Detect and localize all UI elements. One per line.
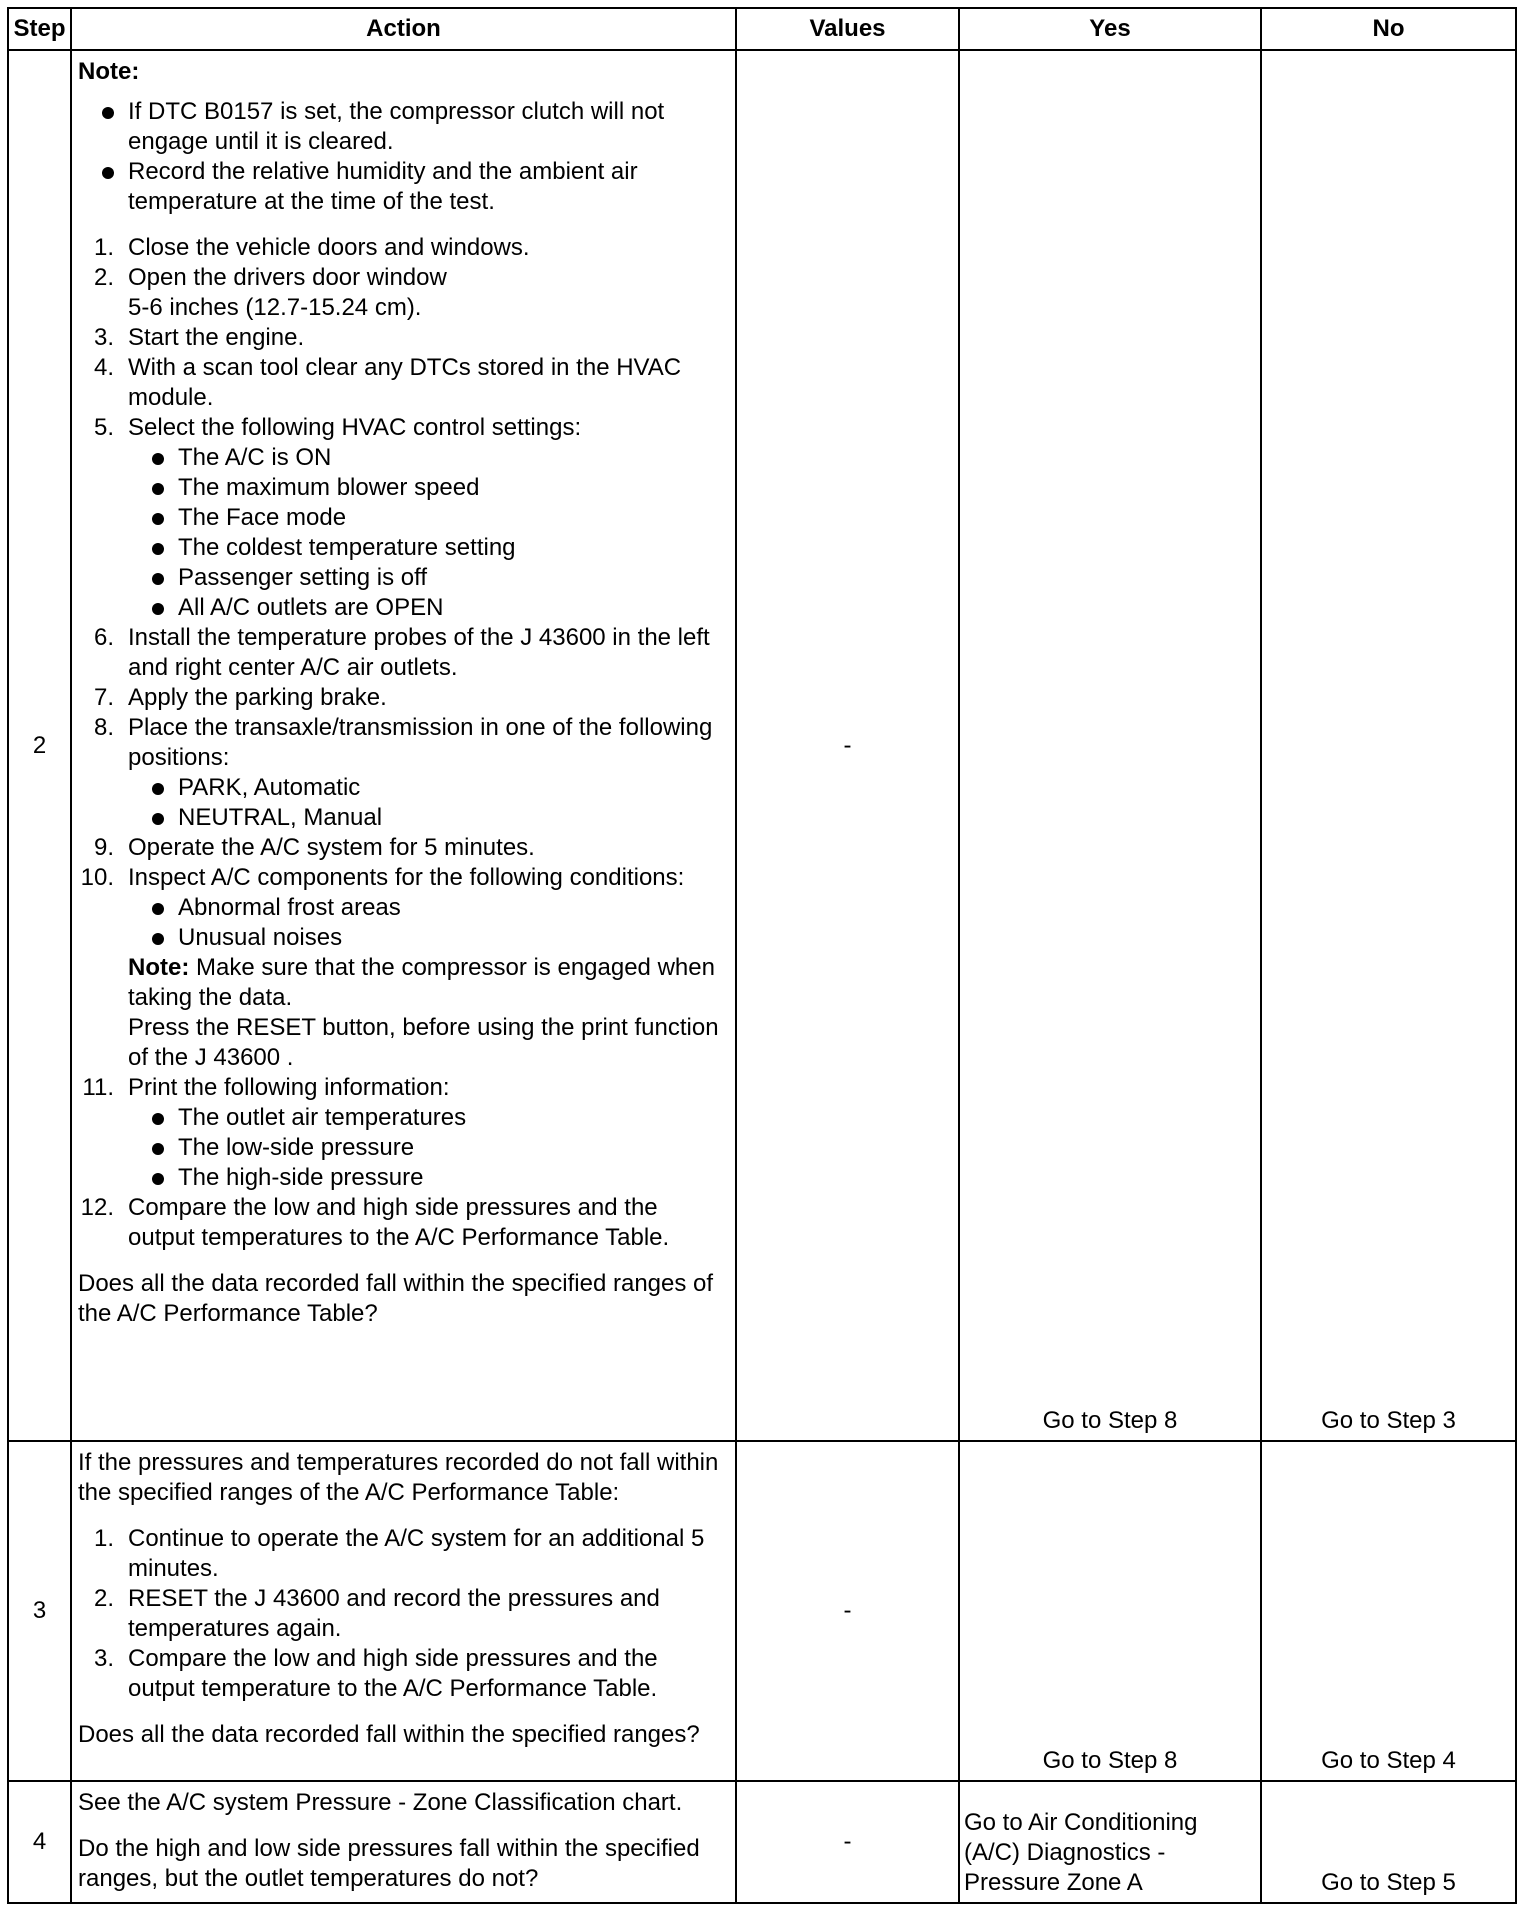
step-number: 3: [8, 1441, 71, 1781]
note-label: Note:: [78, 58, 140, 85]
list-item: The high-side pressure: [148, 1163, 731, 1193]
list-item: The low-side pressure: [148, 1133, 731, 1163]
table-row: [8, 50, 1516, 1441]
header-no: No: [1261, 8, 1516, 50]
question-text: Do the high and low side pressures fall within the specified ranges, but the outlet temperatures do not?: [78, 1835, 700, 1892]
step-number: 2: [8, 50, 71, 1441]
list-item: 3. Compare the low and high side pressures and the output temperature to the A/C Performance Table.: [93, 1645, 658, 1702]
list-item: Abnormal frost areas: [148, 893, 731, 923]
list-item: The coldest temperature setting: [148, 533, 731, 563]
list-item: The outlet air temperatures: [148, 1103, 731, 1133]
no-cell: Go to Step 4: [1261, 1441, 1516, 1781]
header-yes: Yes: [959, 8, 1261, 50]
yes-cell: Go to Step 8: [959, 1441, 1261, 1781]
list-item: Record the relative humidity and the ambient air temperature at the time of the test.: [98, 157, 731, 217]
header-row: [8, 8, 1516, 50]
header-values: Values: [736, 8, 959, 50]
list-item: If DTC B0157 is set, the compressor clutch will not engage until it is cleared.: [98, 97, 731, 157]
list-item: The Face mode: [148, 503, 731, 533]
no-cell: Go to Step 5: [1261, 1781, 1516, 1903]
action-cell: [71, 1441, 736, 1781]
intro-text: See the A/C system Pressure - Zone Classification chart.: [78, 1789, 683, 1816]
question-text: Does all the data recorded fall within the specified ranges of the A/C Performance Table?: [78, 1270, 714, 1327]
list-item: 4. With a scan tool clear any DTCs stored in the HVAC module.: [93, 354, 682, 411]
list-item: 12. Compare the low and high side pressures and the output temperatures to the A/C Performance Table.: [80, 1194, 670, 1251]
list-item: 2. RESET the J 43600 and record the pressures and temperatures again.: [93, 1585, 660, 1642]
yes-cell: Go to Step 8: [959, 50, 1261, 1441]
note-bullets: [78, 97, 731, 217]
list-item: 1. Close the vehicle doors and windows.: [93, 234, 530, 261]
diagnostic-table: [7, 7, 1517, 1904]
question-text: Does all the data recorded fall within the specified ranges?: [78, 1721, 700, 1748]
procedure-steps: [78, 233, 731, 1253]
values-cell: -: [736, 1441, 959, 1781]
table-row: [8, 1441, 1516, 1781]
header-action: Action: [71, 8, 736, 50]
list-item: Unusual noises: [148, 923, 731, 953]
list-item: The maximum blower speed: [148, 473, 731, 503]
list-item: 9. Operate the A/C system for 5 minutes.: [93, 834, 535, 861]
step-number: 4: [8, 1781, 71, 1903]
list-item: 7. Apply the parking brake.: [93, 684, 387, 711]
procedure-steps: [78, 1524, 731, 1704]
values-cell: -: [736, 1781, 959, 1903]
list-item: 6. Install the temperature probes of the J 43600 in the left and right center A/C air outlets.: [93, 624, 710, 681]
action-cell: [71, 50, 736, 1441]
list-item: 8. Place the transaxle/transmission in one of the following positions: PARK, Automatic NEUTRAL, Manual: [78, 713, 731, 833]
list-item: 10. Inspect A/C components for the following conditions: Abnormal frost areas Unusual noises Note: Make sure that the compressor is engaged when taking the data. Press the RESET button, before using the print function of the J 43600 .: [78, 863, 731, 1073]
table-row: [8, 1781, 1516, 1903]
list-item: The A/C is ON: [148, 443, 731, 473]
list-item: 11. Print the following information: The outlet air temperatures The low-side pressure The high-side pressure: [78, 1073, 731, 1193]
list-item: NEUTRAL, Manual: [148, 803, 731, 833]
list-item: 1. Continue to operate the A/C system for an additional 5 minutes.: [93, 1525, 705, 1582]
list-item: 2. Open the drivers door window 5-6 inches (12.7-15.24 cm).: [93, 264, 447, 321]
list-item: All A/C outlets are OPEN: [148, 593, 731, 623]
yes-cell: Go to Air Conditioning (A/C) Diagnostics - Pressure Zone A: [959, 1781, 1261, 1903]
list-item: PARK, Automatic: [148, 773, 731, 803]
inner-note-text: Press the RESET button, before using the print function of the J 43600 .: [128, 1014, 719, 1071]
header-step: Step: [8, 8, 71, 50]
intro-text: If the pressures and temperatures recorded do not fall within the specified ranges of the A/C Performance Table:: [78, 1449, 719, 1506]
list-item: Passenger setting is off: [148, 563, 731, 593]
list-item: 3. Start the engine.: [93, 324, 305, 351]
action-cell: [71, 1781, 736, 1903]
no-cell: Go to Step 3: [1261, 50, 1516, 1441]
inner-note: Note: Make sure that the compressor is engaged when taking the data.: [128, 954, 715, 1011]
list-item: 5. Select the following HVAC control settings: The A/C is ON The maximum blower speed The Face mode The coldest temperature setting Passenger setting is off All A/C outlets are OPEN: [78, 413, 731, 623]
values-cell: -: [736, 50, 959, 1441]
